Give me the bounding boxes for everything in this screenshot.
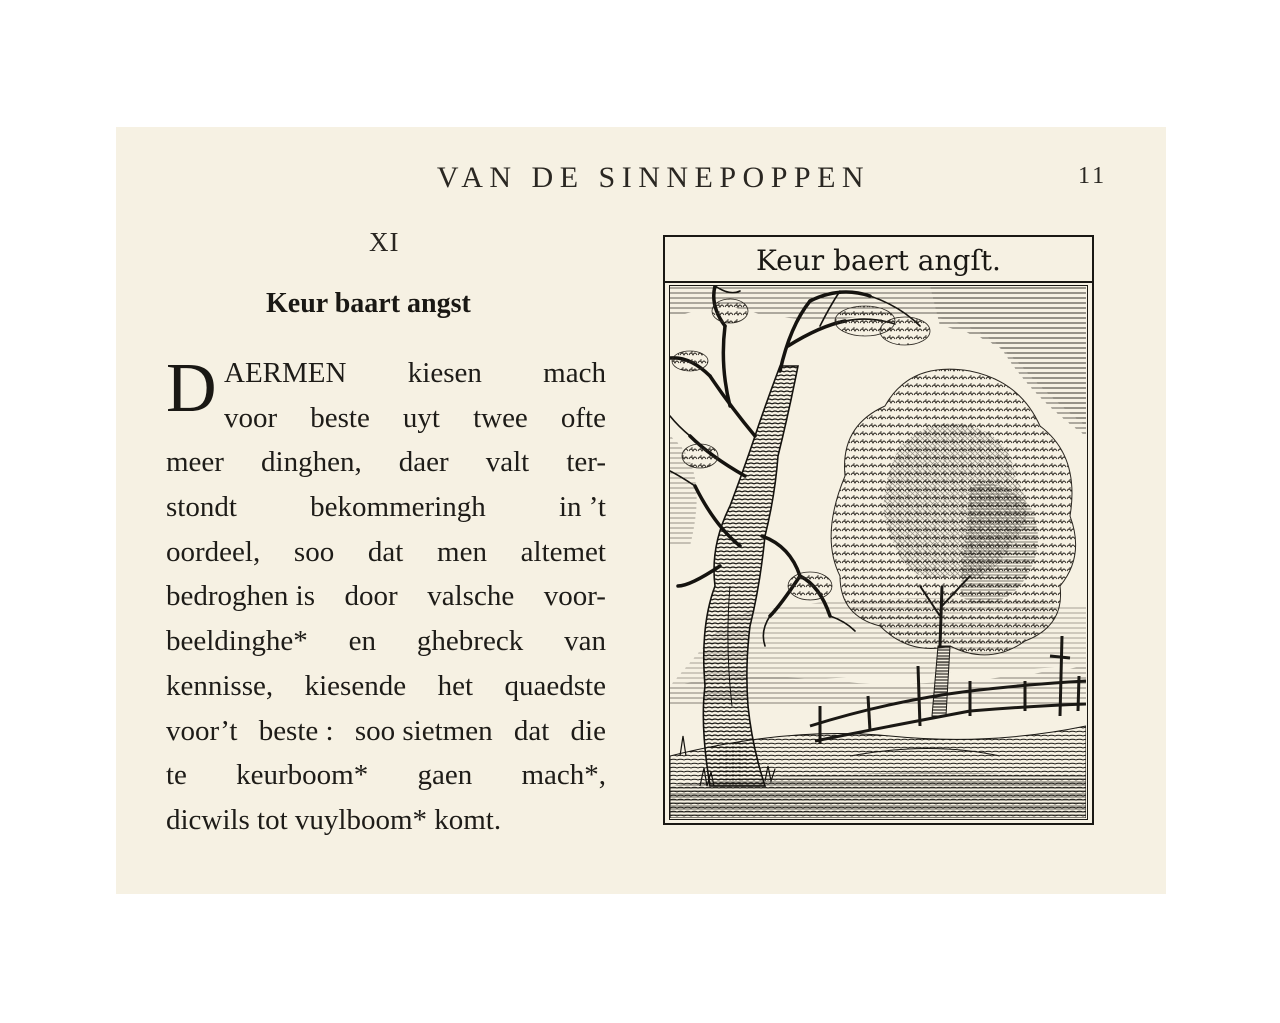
text-line	[166, 440, 606, 485]
text-word: soo	[293, 535, 335, 568]
text-word: bedroghen is	[166, 580, 315, 613]
text-word: mach	[543, 357, 606, 389]
text-word: voor’t	[166, 714, 238, 747]
text-word: valt	[485, 446, 530, 479]
text-line	[166, 709, 606, 754]
text-word: keurboom*	[236, 759, 369, 792]
text-line	[166, 664, 606, 709]
text-word: voor	[224, 401, 278, 434]
text-word: voor-	[543, 580, 606, 613]
text-word: daer	[398, 446, 449, 479]
engraving-illustration	[669, 285, 1088, 820]
text-word: dat	[513, 714, 550, 747]
text-line	[166, 351, 606, 396]
text-word: in ’t	[558, 491, 606, 524]
text-word: en	[348, 625, 377, 658]
text-line	[166, 574, 606, 619]
text-word: kennisse,	[166, 669, 274, 702]
text-word: soo sietmen	[354, 714, 493, 747]
text-word: altemet	[520, 535, 606, 568]
text-word: het	[437, 669, 474, 702]
text-word: beste :	[258, 714, 334, 747]
text-word: beeldinghe*	[166, 625, 308, 658]
emblem-body-text	[166, 351, 606, 843]
text-line	[166, 396, 606, 441]
text-word: door	[344, 580, 398, 613]
text-word: stondt	[166, 491, 237, 524]
engraving-frame	[663, 235, 1094, 825]
text-word: quaedste	[504, 669, 606, 702]
text-word: valsche	[427, 580, 515, 613]
text-word: van	[564, 625, 606, 658]
text-word: dicwils tot vuylboom* komt.	[166, 803, 502, 836]
text-word: dat	[367, 535, 404, 568]
text-line	[166, 619, 606, 664]
emblem-number: XI	[369, 227, 400, 257]
text-word: kiesende	[304, 669, 407, 702]
text-lines	[166, 351, 606, 843]
text-word: ter-	[566, 446, 606, 479]
running-head: VAN DE SINNEPOPPEN	[436, 161, 871, 194]
text-word: uyt	[402, 401, 440, 434]
text-word: twee	[473, 401, 528, 434]
text-word: beste	[310, 401, 370, 434]
text-word: kiesen	[407, 357, 482, 389]
text-word: ofte	[560, 401, 606, 434]
text-word: AERMEN	[224, 357, 347, 389]
text-word: mach*,	[521, 759, 606, 792]
text-word: dinghen,	[261, 446, 362, 479]
engraving-motto: Keur baert angſt.	[665, 239, 1092, 283]
text-word: meer	[166, 446, 224, 479]
text-word: te	[166, 759, 187, 792]
text-word: oordeel,	[166, 535, 261, 568]
drop-cap-initial: D	[166, 350, 217, 427]
text-word: ghebreck	[416, 625, 524, 658]
tree-landscape-engraving	[670, 286, 1086, 818]
text-word: men	[437, 535, 487, 568]
text-line	[166, 485, 606, 530]
text-word: die	[570, 714, 606, 747]
text-word: bekommeringh	[310, 491, 486, 524]
emblem-title: Keur baart angst	[266, 288, 471, 319]
text-word: gaen	[417, 759, 473, 792]
text-line	[166, 753, 606, 798]
book-page	[116, 127, 1166, 894]
text-line	[166, 530, 606, 575]
text-line	[166, 798, 606, 843]
page-number: 11	[1078, 163, 1108, 189]
